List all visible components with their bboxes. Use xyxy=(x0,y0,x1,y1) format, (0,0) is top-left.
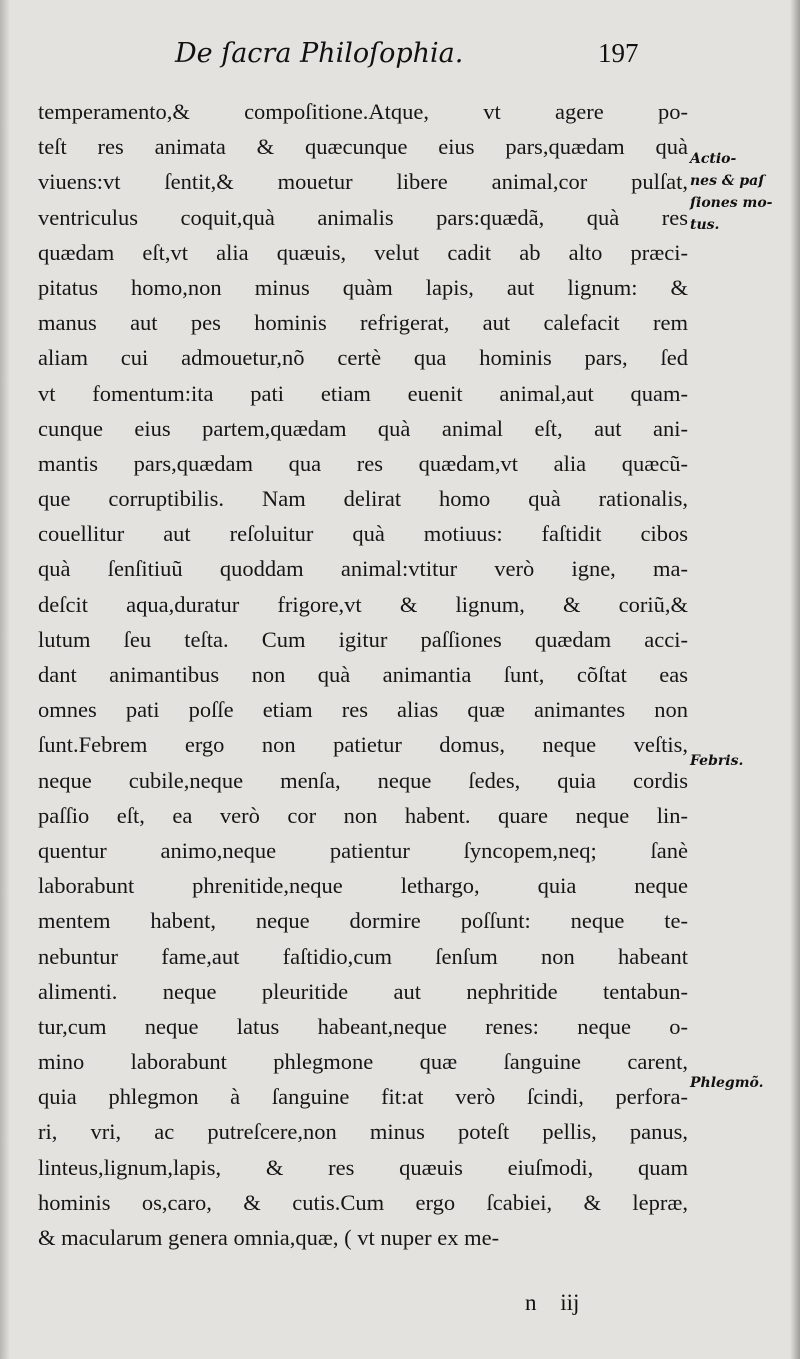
text-line: ri, vri, ac putreſcere,non minus poteſt pellis, panus, xyxy=(38,1119,688,1145)
text-line: que corruptibilis. Nam delirat homo quà rationalis, xyxy=(38,486,688,512)
text-line: ventriculus coquit,quà animalis pars:quædã, quà res xyxy=(38,204,688,230)
running-title: De ſacra Philoſophia. xyxy=(175,38,464,69)
signature-mark: n iij xyxy=(525,1290,580,1315)
text-line: neque cubile,neque menſa, neque ſedes, quia cordis xyxy=(38,767,688,793)
text-line: nebuntur fame,aut faſtidio,cum ſenſum non habeant xyxy=(38,943,688,969)
text-line: temperamento,& compoſitione.Atque, vt agere po- xyxy=(38,99,688,124)
text-line: mino laborabunt phlegmone quæ ſanguine carent, xyxy=(38,1049,688,1075)
text-line: viuens:vt ſentit,& mouetur libere animal,cor pulſat, xyxy=(38,169,688,195)
text-line: pitatus homo,non minus quàm lapis, aut lignum: & xyxy=(38,274,688,300)
text-line: lutum ſeu teſta. Cum igitur paſſiones quædam acci- xyxy=(38,626,688,652)
text-line: deſcit aqua,duratur frigore,vt & lignum, & coriũ,& xyxy=(38,591,688,617)
page-number: 197 xyxy=(598,38,639,68)
text-line: ſunt.Febrem ergo non patietur domus, neque veſtis, xyxy=(38,732,688,758)
text-line: dant animantibus non quà animantia ſunt, cõſtat eas xyxy=(38,662,688,687)
scan-edge-right xyxy=(790,0,800,1359)
text-line: & macularum genera omnia,quæ, ( vt nuper ex me- xyxy=(38,1225,500,1250)
margin-note-line: ſiones mo- xyxy=(690,195,773,211)
text-line: quia phlegmon à ſanguine fit:at verò ſcindi, perfora- xyxy=(38,1084,688,1110)
text-line: manus aut pes hominis refrigerat, aut calefacit rem xyxy=(38,310,688,336)
text-line: aliam cui admouetur,nõ certè qua hominis pars, ſed xyxy=(38,345,688,371)
text-line: couellitur aut reſoluitur quà motiuus: faſtidit cibos xyxy=(38,521,688,547)
margin-note-phlegmon: Phlegmõ. xyxy=(690,1075,764,1091)
text-line: omnes pati poſſe etiam res alias quæ animantes non xyxy=(38,697,688,723)
text-line: cunque eius partem,quædam quà animal eſt, aut ani- xyxy=(38,415,688,441)
text-line: teſt res animata & quæcunque eius pars,quædam quà xyxy=(38,134,688,160)
margin-note-actiones xyxy=(690,148,790,236)
text-line: tur,cum neque latus habeant,neque renes: neque o- xyxy=(38,1013,688,1039)
text-line: mantis pars,quædam qua res quædam,vt alia quæcũ- xyxy=(38,450,688,476)
text-line: quædam eſt,vt alia quæuis, velut cadit ab alto præci- xyxy=(38,239,688,265)
text-line: paſſio eſt, ea verò cor non habent. quare neque lin- xyxy=(38,802,688,828)
body-text xyxy=(38,94,688,1255)
text-line: laborabunt phrenitide,neque lethargo, quia neque xyxy=(38,873,688,899)
text-line: vt fomentum:ita pati etiam euenit animal,aut quam- xyxy=(38,380,688,406)
margin-note-line: Actio- xyxy=(690,151,737,167)
scan-edge-left xyxy=(0,0,10,1359)
margin-note-febris: Febris. xyxy=(690,753,744,769)
text-line: quà ſenſitiuũ quoddam animal:vtitur verò igne, ma- xyxy=(38,556,688,582)
text-line: linteus,lignum,lapis, & res quæuis eiuſmodi, quam xyxy=(38,1154,688,1180)
text-line: alimenti. neque pleuritide aut nephritide tentabun- xyxy=(38,978,688,1004)
margin-note-line: tus. xyxy=(690,217,720,233)
margin-note-line: nes & paſ xyxy=(690,173,765,189)
text-line: mentem habent, neque dormire poſſunt: neque te- xyxy=(38,908,688,934)
text-line: hominis os,caro, & cutis.Cum ergo ſcabiei, & lepræ, xyxy=(38,1189,688,1215)
text-line: quentur animo,neque patientur ſyncopem,neq; ſanè xyxy=(38,837,688,863)
